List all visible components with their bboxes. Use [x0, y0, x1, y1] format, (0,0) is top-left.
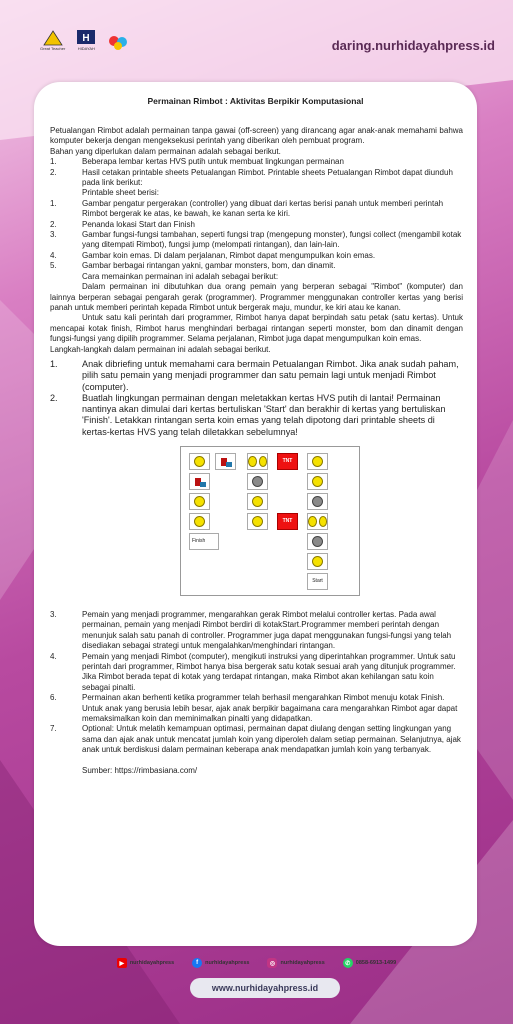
steps-list-continued: [50, 610, 463, 756]
list-item: 2. Buatlah lingkungan permainan dengan meletakkan kertas HVS putih di lantai! Permainan nantinya akan dimulai dari kertas bertuliskan 'Start' dan berakhir di kertas yang bertuliskan 'Finish'. Letakkan rintangan serta koin emas yang telah dipotong dari printable sheets di kertas-kertas HVS yang telah diletakkan sebelumnya!: [50, 392, 446, 437]
bomb-icon: [252, 476, 263, 487]
tnt-cell: TNT: [277, 513, 298, 530]
coin-cell: [189, 513, 210, 530]
game-board-illustration: [180, 446, 360, 596]
hidayah-logo: [75, 28, 97, 51]
intro-paragraph: Petualangan Rimbot adalah permainan tanpa gawai (off-screen) yang dirancang agar anak-anak memahami bahwa komputer bekerja dengan mengeksekusi perintah yang diberikan oleh pembuat program.: [50, 126, 463, 146]
needs-list: [50, 157, 463, 188]
coin-cell: [307, 513, 328, 530]
coin-cell: [307, 473, 328, 490]
source-link[interactable]: Sumber: https://rimbasiana.com/: [82, 765, 198, 775]
facebook-link[interactable]: [192, 958, 249, 968]
facebook-handle: nurhidayahpress: [205, 960, 250, 966]
coin-icon: [319, 516, 328, 527]
coin-icon: [194, 496, 205, 507]
website-url[interactable]: www.nurhidayahpress.id: [190, 978, 340, 998]
list-item: 1. Beberapa lembar kertas HVS putih untuk membuat lingkungan permainan: [50, 157, 344, 167]
youtube-icon: ▶: [117, 958, 127, 968]
instagram-icon: ◎: [267, 958, 277, 968]
sheet-label: Printable sheet berisi:: [82, 188, 159, 198]
monster-cell: [189, 473, 210, 490]
whatsapp-icon: ✆: [343, 958, 353, 968]
kids-logo: [107, 33, 129, 51]
list-item: 6. Permainan akan berhenti ketika programmer telah berhasil mengarahkan Rimbot menuju kotak Finish. Untuk anak yang berusia lebih besar, ajak anak berpikir bagaimana cara mengarahkan Rimbot agar dapat memaksimalkan koin dan meminimalkan pinalti yang didapatkan.: [50, 693, 458, 724]
coin-icon: [194, 456, 205, 467]
list-item: 4. Pemain yang menjadi Rimbot (computer), mengikuti instruksi yang diperintahkan programmer. Untuk satu perintah dari programmer, Rimbot hanya bisa bergerak satu kotak sesuai arah yang ditunjuk programmer. Jika Rimbot berada tepat di kotak yang terdapat rintangan, maka Rimbot akan kehilangan satu koin sebagai pinalti.: [50, 651, 456, 692]
list-item: 4. Gambar koin emas. Di dalam perjalanan, Rimbot dapat mengumpulkan koin emas.: [50, 250, 376, 260]
list-item: 2. Hasil cetakan printable sheets Petualangan Rimbot. Printable sheets Petualangan Rimbot dapat diunduh pada link berikut:: [50, 167, 453, 188]
coin-cell: [247, 493, 268, 510]
finish-cell: Finish: [189, 533, 219, 550]
coin-icon: [312, 556, 323, 567]
tnt-cell: TNT: [277, 453, 298, 470]
bomb-icon: [312, 536, 323, 547]
logo-caption: Great Teacher: [40, 46, 66, 51]
coin-icon: [252, 496, 263, 507]
instagram-handle: nurhidayahpress: [280, 960, 325, 966]
article-title: Permainan Rimbot : Aktivitas Berpikir Komputasional: [147, 96, 364, 106]
svg-text:H: H: [82, 33, 90, 44]
bomb-cell: [247, 473, 268, 490]
bomb-cell: [307, 533, 328, 550]
site-address[interactable]: daring.nurhidayahpress.id: [331, 38, 495, 53]
steps-label: Langkah-langkah dalam permainan ini adalah sebagai berikut.: [50, 344, 271, 354]
coin-icon: [259, 456, 268, 467]
steps-list: [50, 359, 463, 438]
coin-cell: [189, 453, 210, 470]
bomb-icon: [312, 496, 323, 507]
monster-icon: [219, 456, 233, 468]
coin-icon: [308, 516, 317, 527]
list-item: 7. Optional: Untuk melatih kemampuan optimasi, permainan dapat diulang dengan setting lingkungan yang sama dan ajak anak untuk mencatat jumlah koin yang diperoleh dalam setiap permainan. Selanjutnya, ajak anak untuk berdiskusi dalam permainan keberapa anak mendapatkan jumlah koin yang terbanyak.: [50, 724, 461, 755]
list-item: 1. Anak dibriefing untuk memahami cara bermain Petualangan Rimbot. Jika anak sudah paham, pilih satu pemain yang menjadi programmer dan satu pemain lagi untuk menjadi Rimbot (computer).: [50, 358, 459, 392]
list-item: 1. Gambar pengatur pergerakan (controller) yang dibuat dari kertas berisi panah untuk memberi perintah Rimbot bergerak ke atas, ke bawah, ke kanan serta ke kiri.: [50, 198, 444, 219]
header: [0, 0, 513, 84]
how-label: Cara memainkan permainan ini adalah sebagai berikut:: [82, 271, 279, 281]
coin-cell: [307, 553, 328, 570]
article-card: [34, 82, 477, 946]
needs-label: Bahan yang diperlukan dalam permainan adalah sebagai berikut.: [50, 146, 281, 156]
triangle-logo: [40, 30, 65, 51]
how-paragraph-1: Dalam permainan ini dibutuhkan dua orang pemain yang berperan sebagai "Rimbot" (komputer) dan lainnya berperan sebagai pengarah gerak (programmer). Programmer menggunakan controller kertas yang berisi panah untuk memberi perintah kepada Rimbot untuk bergerak maju, mundur, ke kiri atau ke kanan.: [50, 282, 463, 312]
logo-group: [40, 28, 129, 51]
bomb-cell: [307, 493, 328, 510]
monster-cell: [215, 453, 236, 470]
list-item: 5. Gambar berbagai rintangan yakni, gambar monsters, bom, dan dinamit.: [50, 261, 336, 271]
social-links: [0, 958, 513, 968]
coin-cell: [247, 453, 268, 470]
coin-cell: [189, 493, 210, 510]
article-body: [50, 126, 463, 776]
facebook-icon: f: [192, 958, 202, 968]
instagram-link[interactable]: [267, 958, 324, 968]
monster-icon: [193, 476, 207, 488]
youtube-link[interactable]: [117, 958, 174, 968]
list-item: 3. Pemain yang menjadi programmer, mengarahkan gerak Rimbot melalui controller kertas. Pada awal permainan, pemain yang menjadi Rimbot berdiri di kotakStart.Programmer memberi perintah dengan menunjuk salah satu panah di controller. Programmer juga dapat menggunakan fungsi-fungsi yang telah disediakan sebagai strategi untuk mengalahkan/menghindari rintangan.: [50, 610, 452, 651]
whatsapp-link[interactable]: [343, 958, 396, 968]
logo-caption: HIDAYAH: [77, 46, 95, 51]
list-item: 2. Penanda lokasi Start dan Finish: [50, 219, 195, 229]
coin-icon: [312, 476, 323, 487]
coin-cell: [307, 453, 328, 470]
start-cell: Start: [307, 573, 328, 590]
whatsapp-number: 0858-6913-1499: [355, 960, 397, 966]
coin-icon: [252, 516, 263, 527]
coin-cell: [247, 513, 268, 530]
coin-icon: [194, 516, 205, 527]
how-paragraph-2: Untuk satu kali perintah dari programmer, Rimbot hanya dapat berpindah satu petak (satu kertas). Untuk mencapai kotak finish, Rimbot harus menghindari berbagai rintangan seperti monster, bom dan dinamit dengan fungsi-fungsi yang dipilih programmer. Selama perjalanan, Rimbot juga dapat mengumpulkan koin emas.: [50, 313, 463, 344]
youtube-handle: nurhidayahpress: [129, 960, 175, 966]
coin-icon: [248, 456, 257, 467]
coin-icon: [312, 456, 323, 467]
sheet-list: [50, 199, 463, 272]
list-item: 3. Gambar fungsi-fungsi tambahan, seperti fungsi trap (mengepung monster), fungsi collect (mengambil kotak yang ditempati Rimbot), fungsi jump (melompati rintangan), dan lain-lain.: [50, 230, 462, 250]
